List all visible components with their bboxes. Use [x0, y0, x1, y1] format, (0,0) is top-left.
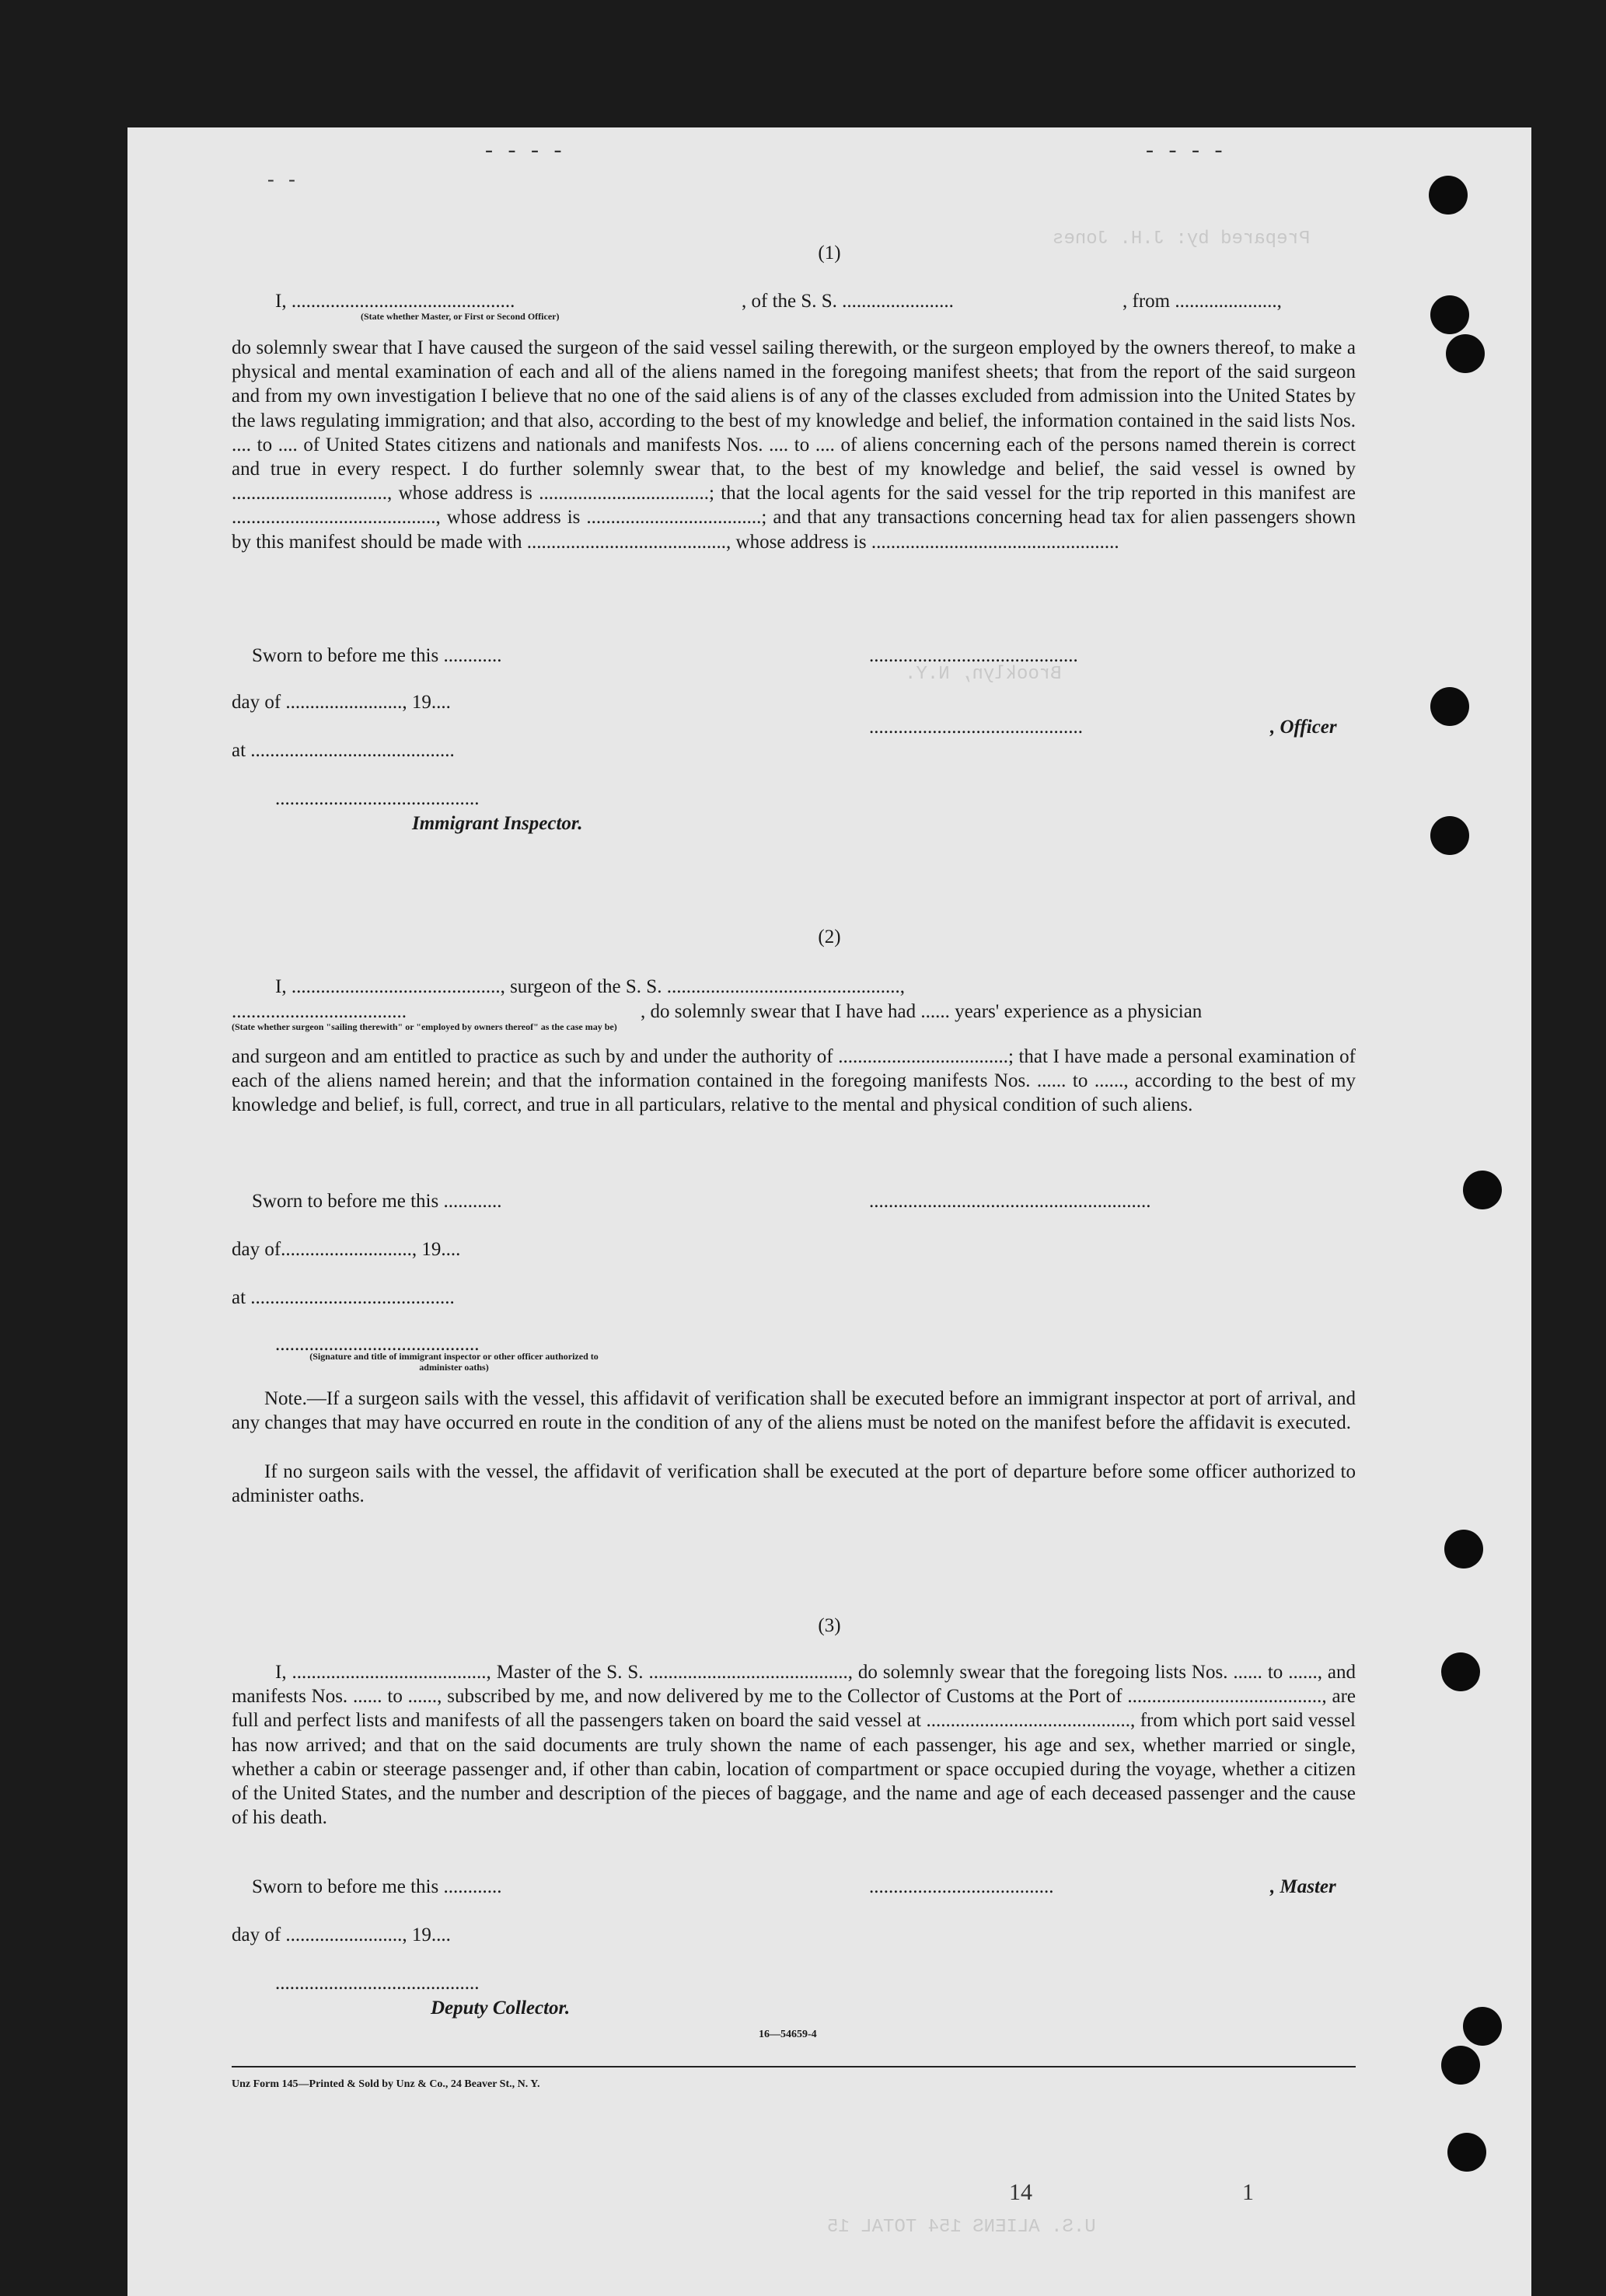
s1-officer-line: ........................................... [869, 645, 1078, 666]
section-1-number: (1) [818, 243, 841, 263]
s3-master: , Master [1270, 1876, 1336, 1897]
s3-body: I, ........................................, Master of the S. S. ........................................., do solemnly swear that the foregoing lists Nos. ...... to ......, and manifests Nos. ...... to ......, subscribed by me, and now delivered by me to the Collector of Customs at the Port of ........................................, are full and perfect lists and manifests of all the passengers taken on board the said vessel at .........................................., from which port said vessel has now arrived; and that on the said documents are truly shown the name of each passenger, his age and sex, whether married or single, whether a cabin or steerage passenger and, if other than cabin, location of compartment or space occupied during the voyage, whether a citizen of the United States, and the number and description of the pieces of baggage, and the name and age of each deceased passenger and the cause of his death. [232, 1662, 1356, 1829]
s2-line2-lead: .................................... [232, 1001, 407, 1022]
s1-line1-end: , from ....................., [1122, 291, 1282, 312]
s1-officer: , Officer [1270, 717, 1337, 738]
s3-master-line: ...................................... [869, 1876, 1054, 1897]
s2-line1: I, ..........................................., surgeon of the S. S. ................................................, [275, 976, 905, 997]
punch-hole [1463, 2007, 1502, 2046]
s1-sworn: Sworn to before me this ............ [252, 645, 502, 666]
s2-note2: If no surgeon sails with the vessel, the affidavit of verification shall be executed at the port of departure before some officer authorized to administer oaths. [232, 1461, 1356, 1507]
s1-line1-mid: , of the S. S. ....................... [742, 291, 954, 312]
s2-line2-end: , do solemnly swear that I have had ...... years' experience as a physician [641, 1001, 1203, 1022]
s2-body: and surgeon and am entitled to practice as such by and under the authority of ...................................; that I have made a personal examination of each of the aliens named herein; and that the information contained in the foregoing manifests Nos. ...... to ......, according to the best of my knowledge and belief, is full, correct, and true in all particulars, relative to the mental and physical condition of such aliens. [232, 1046, 1356, 1116]
s2-day: day of..........................., 19.... [232, 1239, 461, 1260]
punch-hole [1444, 1530, 1483, 1568]
punch-hole [1441, 1652, 1480, 1691]
printer-credit: Unz Form 145—Printed & Sold by Unz & Co., 24 Beaver St., N. Y. [232, 2078, 540, 2090]
s3-day: day of ........................, 19.... [232, 1924, 451, 1945]
form-code: 16—54659-4 [759, 2029, 817, 2040]
s3-sig-line: .......................................... [275, 1973, 480, 1994]
page-mark-1: 1 [1242, 2179, 1254, 2205]
s1-sig-line: .......................................... [275, 788, 480, 809]
s3-collector: Deputy Collector. [431, 1998, 571, 2019]
bleed-through-text: Prepared by: J.H. Jones [1053, 229, 1311, 249]
s3-sworn: Sworn to before me this ............ [252, 1876, 502, 1897]
s1-officer-line2: ............................................ [869, 717, 1083, 738]
s2-sig-sub: (Signature and title of immigrant inspector or other officer authorized to administer oaths) [309, 1351, 599, 1373]
punch-hole [1447, 2133, 1486, 2172]
s1-at: at .......................................... [232, 740, 455, 761]
punch-hole [1441, 2046, 1480, 2085]
top-marks: - - - - [485, 137, 567, 162]
s2-sworn: Sworn to before me this ............ [252, 1191, 502, 1212]
s1-line1-lead: I, .............................................. [275, 291, 515, 312]
bleed-through-text: U.S. ALIENS 154 TOTAL 15 [827, 2217, 1096, 2238]
s1-inspector: Immigrant Inspector. [412, 813, 583, 834]
top-marks-right: - - - - [1146, 137, 1227, 162]
s1-line1-sub: (State whether Master, or First or Second Officer) [361, 311, 560, 322]
section-3-number: (3) [818, 1615, 841, 1636]
s2-note1: Note.—If a surgeon sails with the vessel, this affidavit of verification shall be executed before an immigrant inspector at port of arrival, and any changes that may have occurred en route in the condition of any of the aliens must be noted on the manifest before the affidavit is executed. [232, 1388, 1356, 1434]
manifest-page [127, 127, 1531, 2296]
punch-hole [1430, 816, 1469, 855]
punch-hole [1430, 687, 1469, 726]
s2-line2-sub: (State whether surgeon "sailing therewith" or "employed by owners thereof" as the case may be) [232, 1021, 617, 1032]
punch-hole [1429, 176, 1468, 215]
punch-hole [1430, 295, 1469, 334]
page-mark-14: 14 [1009, 2179, 1032, 2205]
s2-sig-line: .......................................... [275, 1334, 480, 1355]
s1-body: do solemnly swear that I have caused the surgeon of the said vessel sailing therewith, or the surgeon employed by the owners thereof, to make a physical and mental examination of each and all of the aliens named in the foregoing manifest sheets; that from the report of the said surgeon and from my own investigation I believe that no one of the said aliens is of any of the classes excluded from admission into the United States by the laws regulating immigration; and that also, according to the best of my knowledge and belief, the information contained in the said lists Nos. .... to .... of United States citizens and nationals and manifests Nos. .... to .... of aliens concerning each of the persons named therein is correct and true in every respect. I do further solemnly swear that, to the best of my knowledge and belief, the said vessel is owned by ................................, whose address is ...................................; that the local agents for the said vessel for the trip reported in this manifest are .........................................., whose address is ....................................; and that any transactions concerning head tax for alien passengers shown by this manifest should be made with ........................................., whose address is ................................................... [232, 337, 1356, 553]
s1-day: day of ........................, 19.... [232, 692, 451, 713]
section-2-number: (2) [818, 926, 841, 947]
punch-hole [1463, 1171, 1502, 1209]
bleed-through-text: Brooklyn, N.Y. [905, 664, 1062, 685]
s2-at: at .......................................... [232, 1287, 455, 1308]
left-dash: - - [267, 168, 300, 190]
s2-right-line: .......................................................... [869, 1191, 1151, 1212]
footer-rule [232, 2066, 1356, 2067]
punch-hole [1446, 334, 1485, 373]
